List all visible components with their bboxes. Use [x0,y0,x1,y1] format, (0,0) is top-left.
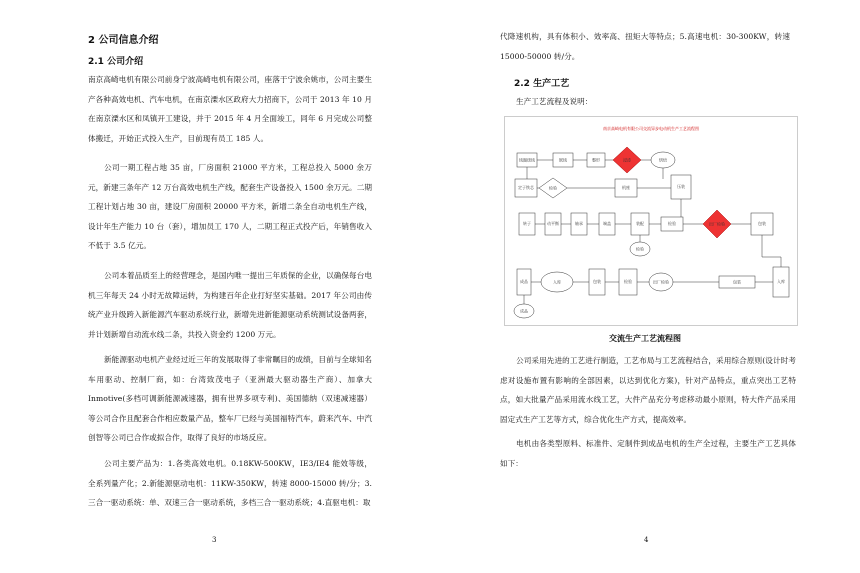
svg-text:浸漆: 浸漆 [623,157,631,163]
svg-text:整形: 整形 [592,157,600,163]
svg-text:检验: 检验 [549,185,557,191]
flowchart-svg [505,117,797,325]
svg-text:嵌线: 嵌线 [559,157,567,163]
subsection-title: 2.2 生产工艺 [514,79,570,89]
svg-text:入库: 入库 [553,279,561,285]
row-4 [514,235,789,318]
svg-text:成品: 成品 [520,279,528,284]
svg-text:线圈绕线: 线圈绕线 [519,157,535,163]
paragraph-right-2: 电机由各类型原料、标准件、定制件到成品电机的生产全过程，主要生产工艺具体如下： [500,439,796,468]
svg-text:定子铁芯: 定子铁芯 [518,185,534,190]
section-title: 2 公司信息介绍 [88,35,159,46]
svg-text:烘焙: 烘焙 [659,157,667,163]
subsection-title: 2.1 公司介绍 [88,57,144,67]
svg-text:端盖: 端盖 [603,221,611,226]
paragraph-right-1: 公司采用先进的工艺进行制造，工艺布局与工艺流程结合，采用综合原则(设计时考虑对设施布置有影响的全部因素，以达到优化方案)，针对产品特点，重点突出工艺特点，如大批量产品采用流水线工艺，大件产品充分考虑移动最小原则，特大件产品采用固定式生产工艺等方式，综合优化生产方式，提高效率。 [500,356,796,424]
row-1 [517,147,675,173]
svg-text:入库: 入库 [777,279,785,284]
svg-text:压装: 压装 [677,184,685,189]
svg-text:检验: 检验 [636,246,644,252]
svg-text:包装: 包装 [758,221,766,226]
paragraph-4: 新能源驱动电机产业经过近三年的发展取得了非常瞩目的成绩，目前与全球知名车用驱动、控制厂商，如：台湾致茂电子（亚洲最大驱动器生产商）、加拿大 Inmotive(多档可调新能源减速器，拥有世界多项专利)、美国德纳（双速减速器）等公司合作且配套合作相应数量产品，整车厂已经与美国福特汽车，蔚来汽车、中汽创智等公司已合作或拟合作，取得了良好的市场反应。 [88,355,372,442]
figure-caption: 交流生产工艺流程图 [609,334,681,343]
svg-text:检验: 检验 [624,279,632,284]
flowchart-title: 南京高崎电机有限公司交流异步电动机生产工艺流程图 [603,126,699,131]
paragraph-3: 公司本着品质至上的经营理念，是国内唯一提出三年质保的企业，以确保每台电机三年每天 24 小时无故障运转，为构建百年企业打好坚实基础。2017 年公司由传统产业升级跨入新能源汽车驱动系统行业，新增先进新能源驱动系统测试设备两套，并计划新增自动流水线二条，共投入资金约 1200 万元。 [88,271,372,339]
paragraph-5: 公司主要产品为：1.各类高效电机。0.18KW-500KW，IE3/IE4 能效等级，全系列量产化；2.新能源驱动电机：11KW-350KW，转速 8000-15000 转/分；3.三合一驱动系统：单、双速三合一驱动系统，多档三合一驱动系统；4.直驱电机：取 [88,459,372,507]
process-flowchart [504,116,798,326]
svg-text:动平衡: 动平衡 [547,221,559,226]
page-number: 3 [212,536,217,544]
figure-intro: 生产工艺流程及说明： [516,97,593,106]
svg-text:机座: 机座 [622,185,630,190]
svg-text:包装: 包装 [733,279,741,285]
svg-text:转子: 转子 [523,221,531,226]
page-number: 4 [644,536,649,544]
svg-text:包装: 包装 [593,279,601,284]
paragraph-2: 公司一期工程占地 35 亩，厂房面积 21000 平方米，工程总投入 5000 余万元，新建三条年产 12 万台高效电机生产线，配套生产设备投入 1500 余万元。二期工程计划占地 30 亩，建设厂房面积 20000 平方米，新增二条全自动电机生产线，设计年生产能力 10 台（套），增加员工 170 人，二期工程正式投产后，年销售收入不低于 3.5 亿元。 [88,163,372,250]
row-3 [519,199,773,256]
svg-text:检验: 检验 [668,221,676,226]
svg-text:轴承: 轴承 [575,221,583,226]
paragraph-continuation: 代降速机构，具有体积小、效率高、扭矩大等特点；5.高速电机：30-300KW，转速 15000-50000 转/分。 [500,32,790,61]
paragraph-1: 南京高崎电机有限公司前身宁波高崎电机有限公司，座落于宁波余姚市，公司主要生产各种高效电机、汽车电机，在南京溧水区政府大力招商下，公司于 2013 年 10 月在南京溧水区和凤镇开工建设，并于 2015 年 4 月全面竣工，同年 6 月完成公司整体搬迁，开始正式投入生产，目前现有员工 185 人。 [88,75,372,143]
svg-text:出厂检验: 出厂检验 [653,279,669,285]
svg-text:成品: 成品 [520,308,528,314]
svg-text:出厂检验: 出厂检验 [709,221,725,227]
svg-text:装配: 装配 [636,221,644,226]
row-2 [515,167,691,199]
